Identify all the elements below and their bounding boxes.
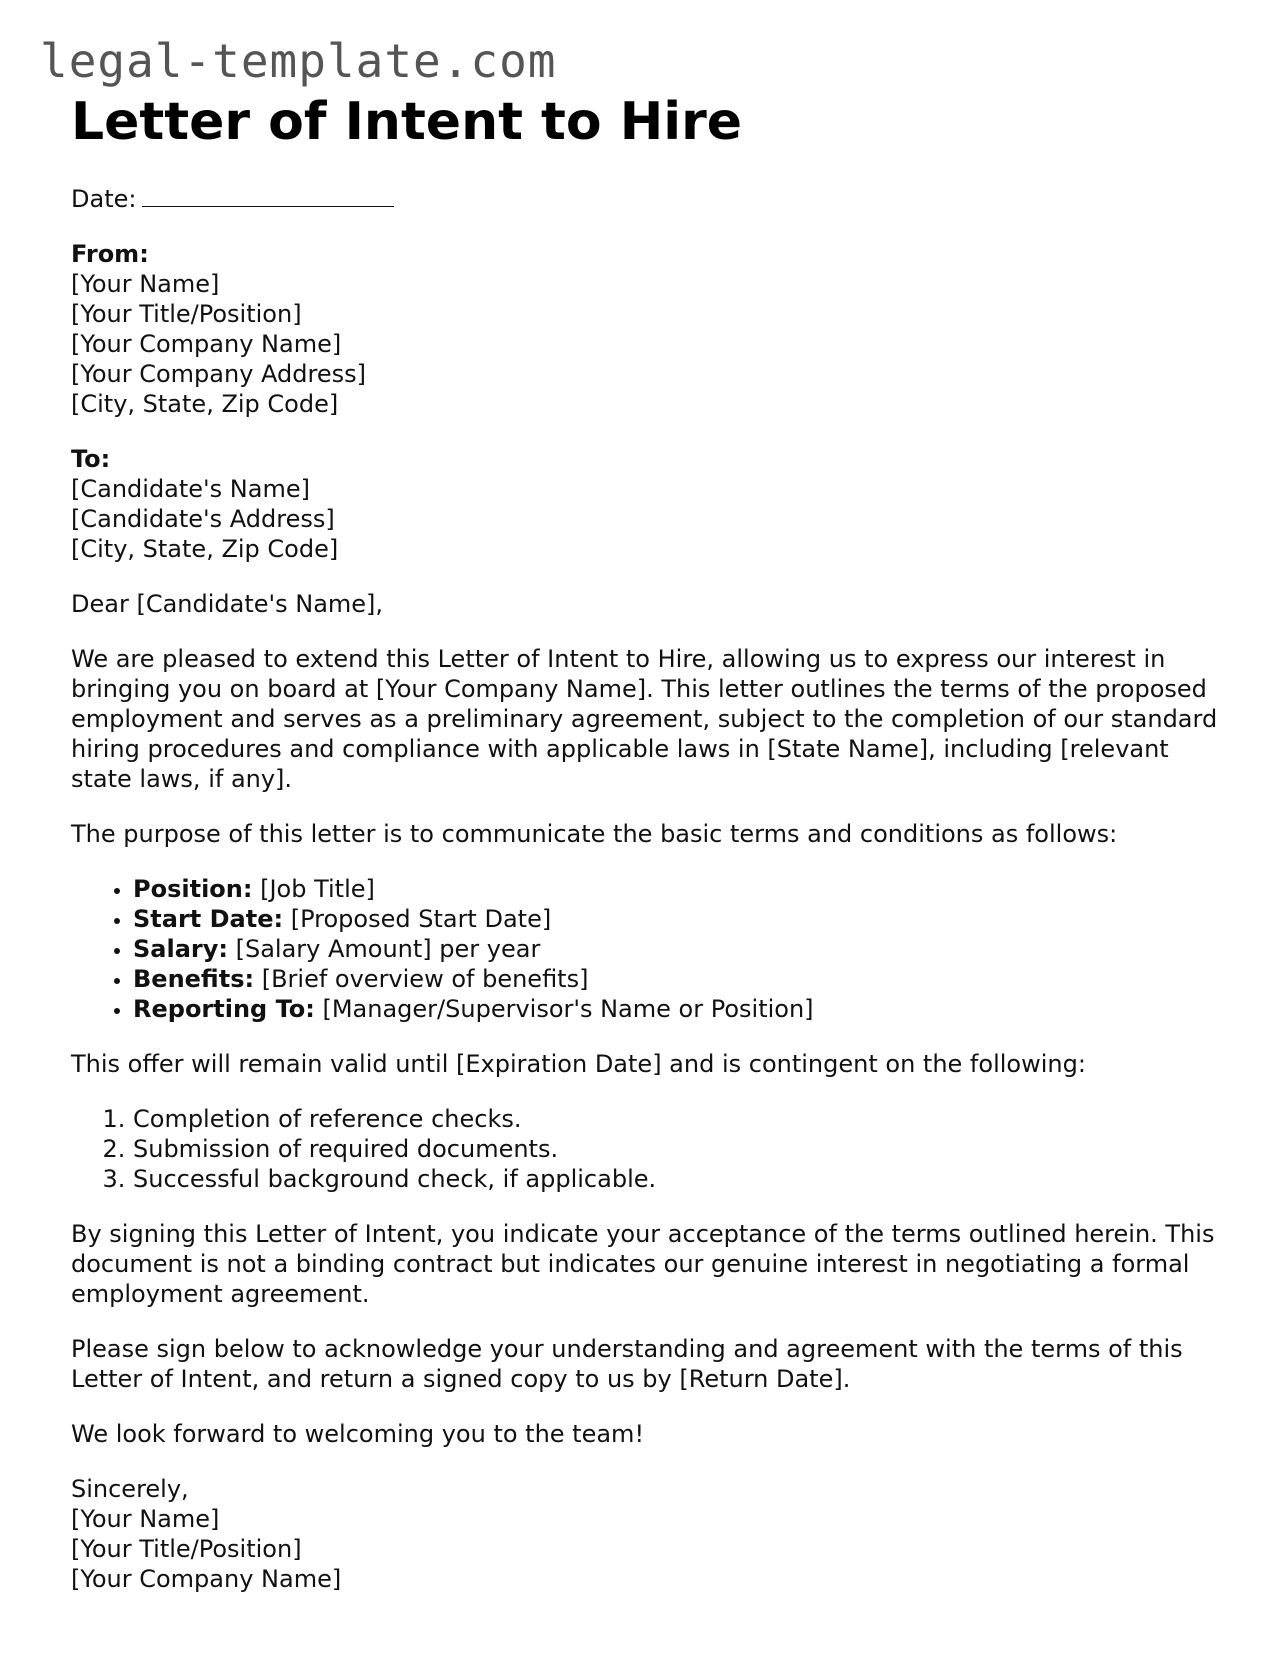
purpose-paragraph: The purpose of this letter is to communicate the basic terms and conditions as follows: bbox=[71, 820, 1118, 848]
instructions-paragraph: Please sign below to acknowledge your understanding and agreement with the terms of this Letter of Intent, and return a signed copy to us by [Return Date]. bbox=[71, 1335, 1183, 1393]
sender-block bbox=[71, 239, 1221, 419]
recipient-line: [City, State, Zip Code] bbox=[71, 535, 339, 563]
term-item bbox=[133, 964, 1221, 994]
sender-line: [Your Title/Position] bbox=[71, 300, 302, 328]
term-label: Salary: bbox=[133, 935, 228, 963]
site-watermark: legal-template.com bbox=[40, 34, 557, 88]
term-label: Reporting To: bbox=[133, 995, 315, 1023]
salutation: Dear [Candidate's Name], bbox=[71, 590, 384, 618]
term-item bbox=[133, 874, 1221, 904]
from-label: From: bbox=[71, 240, 149, 268]
signer-line: [Your Company Name] bbox=[71, 1565, 342, 1593]
sender-line: [Your Company Address] bbox=[71, 360, 366, 388]
terms-list bbox=[71, 874, 1221, 1024]
closing-word: Sincerely, bbox=[71, 1475, 189, 1503]
term-item bbox=[133, 934, 1221, 964]
date-label: Date: bbox=[71, 185, 137, 213]
validity-paragraph: This offer will remain valid until [Expiration Date] and is contingent on the following: bbox=[71, 1050, 1086, 1078]
letter-document bbox=[71, 92, 1221, 1619]
term-label: Benefits: bbox=[133, 965, 255, 993]
term-label: Position: bbox=[133, 875, 253, 903]
document-title: Letter of Intent to Hire bbox=[71, 92, 742, 152]
date-line bbox=[71, 184, 1221, 214]
signature-block bbox=[71, 1474, 1221, 1594]
term-item bbox=[133, 904, 1221, 934]
term-value: [Brief overview of benefits] bbox=[254, 965, 589, 993]
to-label: To: bbox=[71, 445, 111, 473]
signer-line: [Your Title/Position] bbox=[71, 1535, 302, 1563]
condition-item: 2. Submission of required documents. bbox=[133, 1134, 1221, 1164]
term-value: [Salary Amount] per year bbox=[227, 935, 541, 963]
recipient-block bbox=[71, 444, 1221, 564]
closing-remark: We look forward to welcoming you to the team! bbox=[71, 1420, 645, 1448]
sender-line: [City, State, Zip Code] bbox=[71, 390, 339, 418]
term-value: [Manager/Supervisor's Name or Position] bbox=[314, 995, 814, 1023]
condition-item: 1. Completion of reference checks. bbox=[133, 1104, 1221, 1134]
term-value: [Job Title] bbox=[252, 875, 375, 903]
conditions-list bbox=[71, 1104, 1221, 1194]
sender-line: [Your Company Name] bbox=[71, 330, 342, 358]
condition-item: 3. Successful background check, if applicable. bbox=[133, 1164, 1221, 1194]
recipient-line: [Candidate's Name] bbox=[71, 475, 310, 503]
intro-paragraph: We are pleased to extend this Letter of Intent to Hire, allowing us to express our interest in bringing you on board at [Your Company Name]. This letter outlines the terms of the proposed employment and serves as a preliminary agreement, subject to the completion of our standard hiring procedures and compliance with applicable laws in [State Name], including [relevant state laws, if any]. bbox=[71, 645, 1218, 793]
signer-line: [Your Name] bbox=[71, 1505, 220, 1533]
acceptance-paragraph: By signing this Letter of Intent, you indicate your acceptance of the terms outlined herein. This document is not a binding contract but indicates our genuine interest in negotiating a formal employment agreement. bbox=[71, 1220, 1215, 1308]
date-blank-field[interactable] bbox=[142, 184, 394, 207]
sender-line: [Your Name] bbox=[71, 270, 220, 298]
term-value: [Proposed Start Date] bbox=[283, 905, 552, 933]
term-item bbox=[133, 994, 1221, 1024]
recipient-line: [Candidate's Address] bbox=[71, 505, 335, 533]
term-label: Start Date: bbox=[133, 905, 284, 933]
